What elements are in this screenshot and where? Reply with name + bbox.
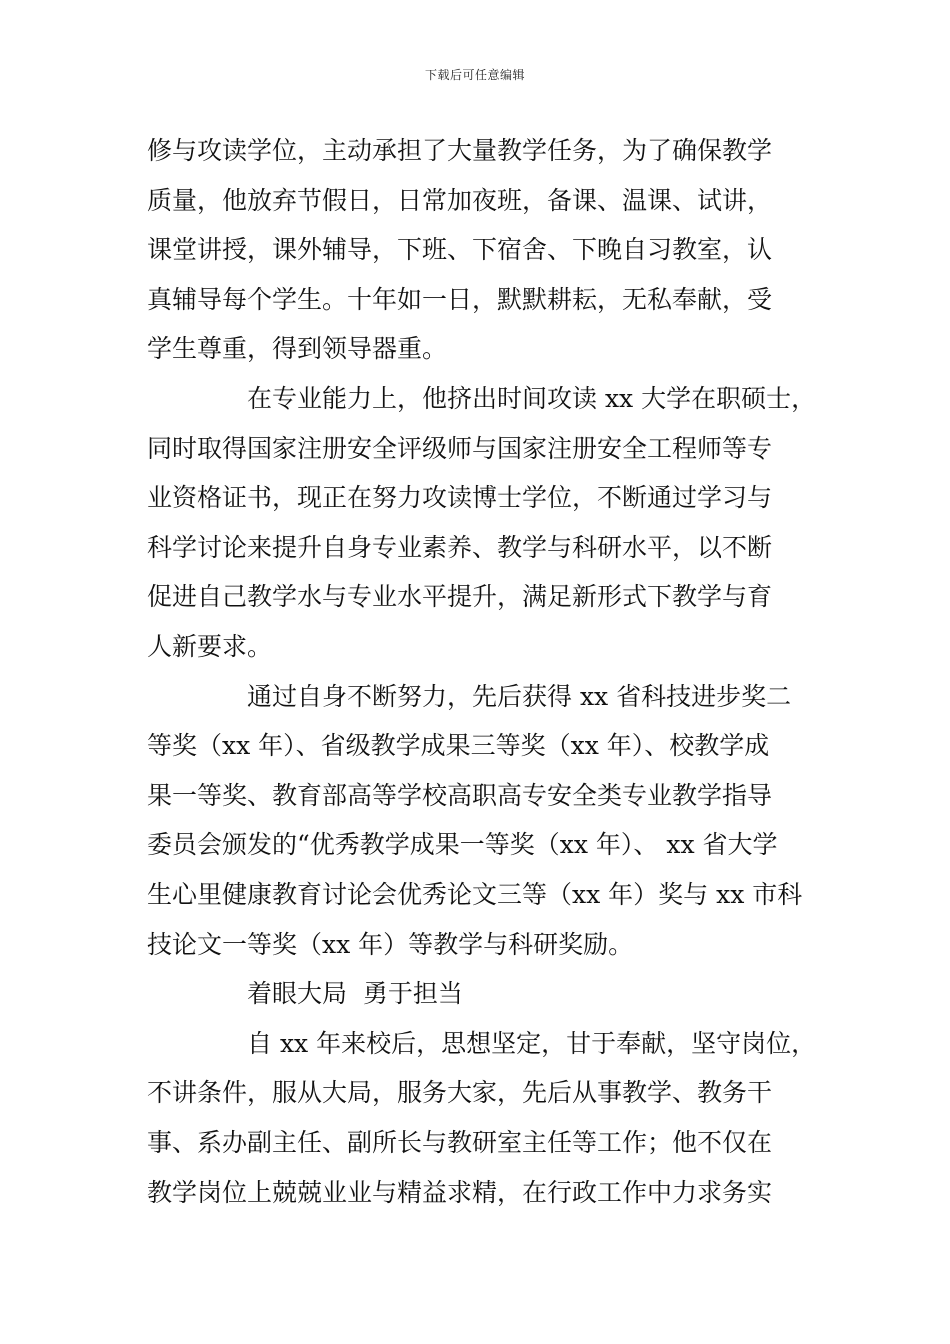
- text-line: 学生尊重，得到领导器重。: [147, 334, 448, 363]
- text-line: 技论文一等奖（xx 年）等教学与科研奖励。: [147, 930, 634, 959]
- text-line: 质量，他放弃节假日，日常加夜班，备课、温课、试讲，: [147, 186, 773, 215]
- page-header: 下载后可任意编辑: [424, 68, 525, 82]
- text-line: 科学讨论来提升自身专业素养、教学与科研水平，以不断: [147, 533, 773, 562]
- text-line: 自 xx 年来校后，思想坚定，甘于奉献，坚守岗位，: [247, 1029, 817, 1058]
- text-line: 等奖（xx 年）、省级教学成果三等奖（xx 年）、校教学成: [147, 731, 770, 760]
- text-line: 事、系办副主任、副所长与教研室主任等工作；他不仅在: [147, 1128, 773, 1157]
- text-line: 委员会颁发的“优秀教学成果一等奖（xx 年）、 xx 省大学: [147, 830, 778, 859]
- text-line: 促进自己教学水与专业水平提升，满足新形式下教学与育: [147, 582, 773, 611]
- text-line: 课堂讲授，课外辅导，下班、下宿舍、下晚自习教室，认: [147, 235, 773, 264]
- text-line: 教学岗位上兢兢业业与精益求精，在行政工作中力求务实: [147, 1178, 773, 1207]
- text-line: 在专业能力上，他挤出时间攻读 xx 大学在职硕士，: [247, 384, 817, 413]
- text-line: 修与攻读学位，主动承担了大量教学任务，为了确保教学: [147, 136, 773, 165]
- text-line: 业资格证书，现正在努力攻读博士学位，不断通过学习与: [147, 483, 773, 512]
- text-line: 真辅导每个学生。十年如一日，默默耕耘，无私奉献，受: [147, 285, 773, 314]
- text-line: 人新要求。: [147, 632, 273, 661]
- text-line: 果一等奖、教育部高等学校高职高专安全类专业教学指导: [147, 781, 773, 810]
- section-heading: 着眼大局 勇于担当: [247, 979, 463, 1008]
- text-line: 同时取得国家注册安全评级师与国家注册安全工程师等专: [147, 434, 773, 463]
- text-line: 不讲条件，服从大局，服务大家，先后从事教学、教务干: [147, 1078, 773, 1107]
- text-line: 通过自身不断努力，先后获得 xx 省科技进步奖二: [247, 682, 792, 711]
- text-line: 生心里健康教育讨论会优秀论文三等（xx 年）奖与 xx 市科: [147, 880, 803, 909]
